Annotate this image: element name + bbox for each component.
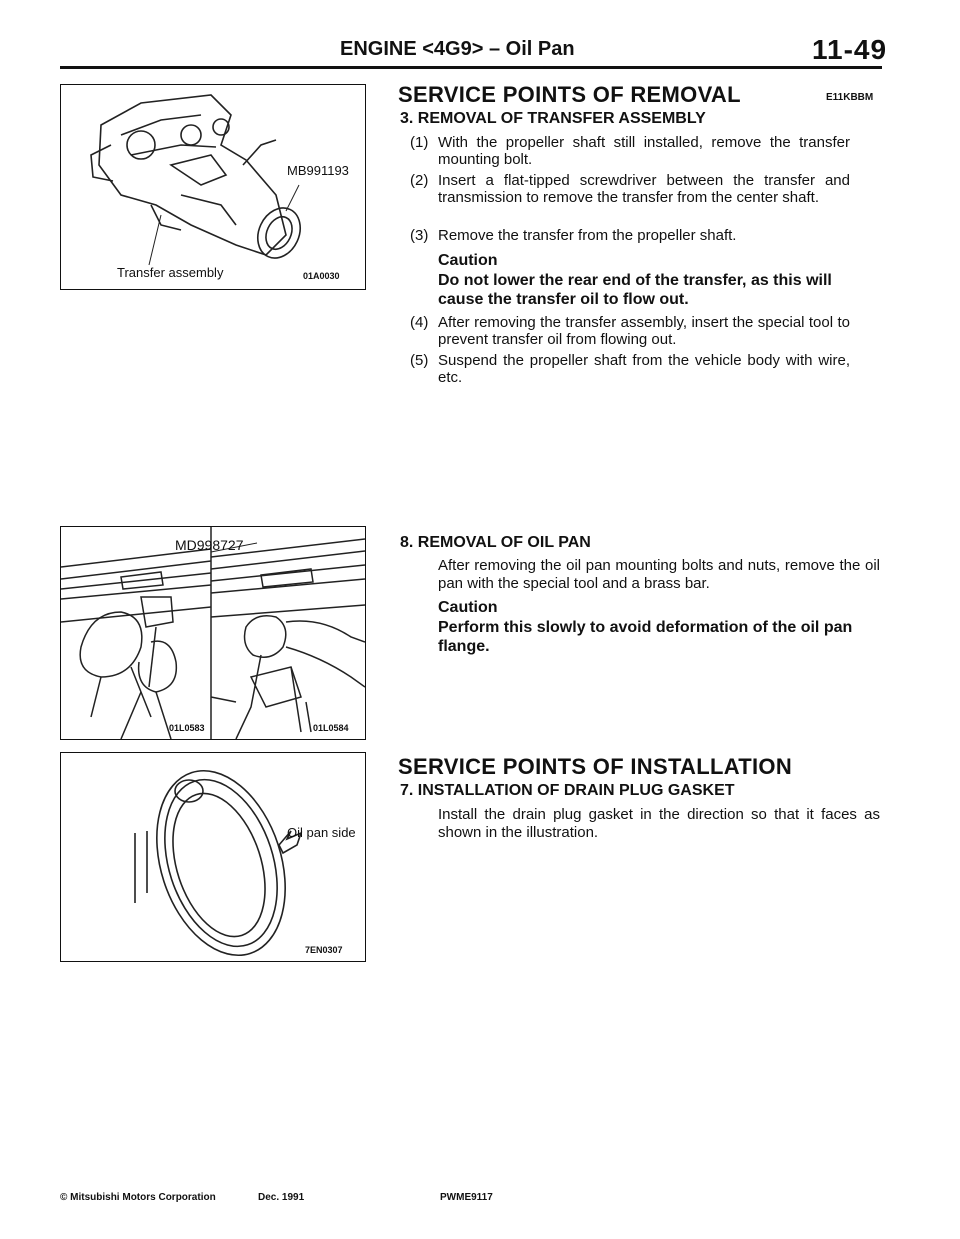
page-number: 11-49 — [812, 34, 888, 65]
footer-code: PWME9117 — [440, 1192, 493, 1203]
figure-oil-pan-removal — [60, 526, 366, 740]
transfer-assembly-illustration — [61, 85, 365, 289]
caution-text-oil-pan: Perform this slowly to avoid deformation of the oil pan flange. — [438, 619, 853, 655]
oil-pan-removal-illustration — [61, 527, 365, 739]
figure-transfer-assembly — [60, 84, 366, 290]
figure-code-left: 01L0583 — [169, 723, 205, 733]
header-rule — [60, 66, 882, 69]
item-title-drain-plug-gasket: 7. INSTALLATION OF DRAIN PLUG GASKET — [400, 782, 735, 799]
oil-pan-side-label: Oil pan side — [287, 825, 356, 840]
caution-heading-oil-pan: Caution — [438, 599, 498, 616]
tool-label-mb991193: MB991193 — [287, 163, 349, 178]
figure-code: 01A0030 — [303, 271, 340, 281]
step-number: (3) — [410, 227, 429, 244]
step-number: (2) — [410, 172, 429, 189]
section-code-removal: E11KBBM — [826, 92, 874, 103]
figure-code: 7EN0307 — [305, 945, 343, 955]
oil-pan-removal-text: After removing the oil pan mounting bolts and nuts, remove the oil pan with the special tool and a brass bar. — [438, 557, 880, 592]
drain-plug-gasket-illustration — [61, 753, 365, 961]
step-1 — [410, 134, 850, 168]
item-title-transfer-assembly: 3. REMOVAL OF TRANSFER ASSEMBLY — [400, 110, 706, 127]
figure-code-right: 01L0584 — [313, 723, 349, 733]
item-title-oil-pan: 8. REMOVAL OF OIL PAN — [400, 534, 591, 551]
step-4 — [410, 314, 850, 348]
section-title-installation: SERVICE POINTS OF INSTALLATION — [398, 754, 793, 779]
step-number: (4) — [410, 314, 429, 331]
caution-heading: Caution — [438, 252, 498, 269]
page-header-title: ENGINE <4G9> – Oil Pan — [340, 38, 575, 60]
caution-text: Do not lower the rear end of the transfer, as this will cause the transfer oil to flow out. — [438, 272, 832, 308]
step-text: Insert a flat-tipped screwdriver between the transfer and transmission to remove the transfer from the center shaft. — [438, 172, 850, 206]
caption-transfer-assembly: Transfer assembly — [117, 265, 224, 280]
figure-drain-plug-gasket — [60, 752, 366, 962]
step-text: After removing the transfer assembly, insert the special tool to prevent transfer oil from flowing out. — [438, 314, 850, 348]
step-text: Remove the transfer from the propeller shaft. — [438, 227, 737, 244]
step-text: Suspend the propeller shaft from the vehicle body with wire, etc. — [438, 352, 850, 386]
step-5 — [410, 352, 850, 386]
footer-date: Dec. 1991 — [258, 1192, 305, 1203]
step-2 — [410, 172, 850, 206]
tool-label-md998727: MD998727 — [175, 537, 244, 553]
drain-plug-gasket-text: Install the drain plug gasket in the direction so that it faces as shown in the illustration. — [438, 806, 880, 841]
step-number: (5) — [410, 352, 429, 369]
step-number: (1) — [410, 134, 429, 151]
footer-copyright: © Mitsubishi Motors Corporation — [60, 1192, 216, 1203]
step-3 — [410, 227, 850, 244]
section-title-removal: SERVICE POINTS OF REMOVAL — [398, 82, 741, 107]
step-text: With the propeller shaft still installed, remove the transfer mounting bolt. — [438, 134, 850, 168]
